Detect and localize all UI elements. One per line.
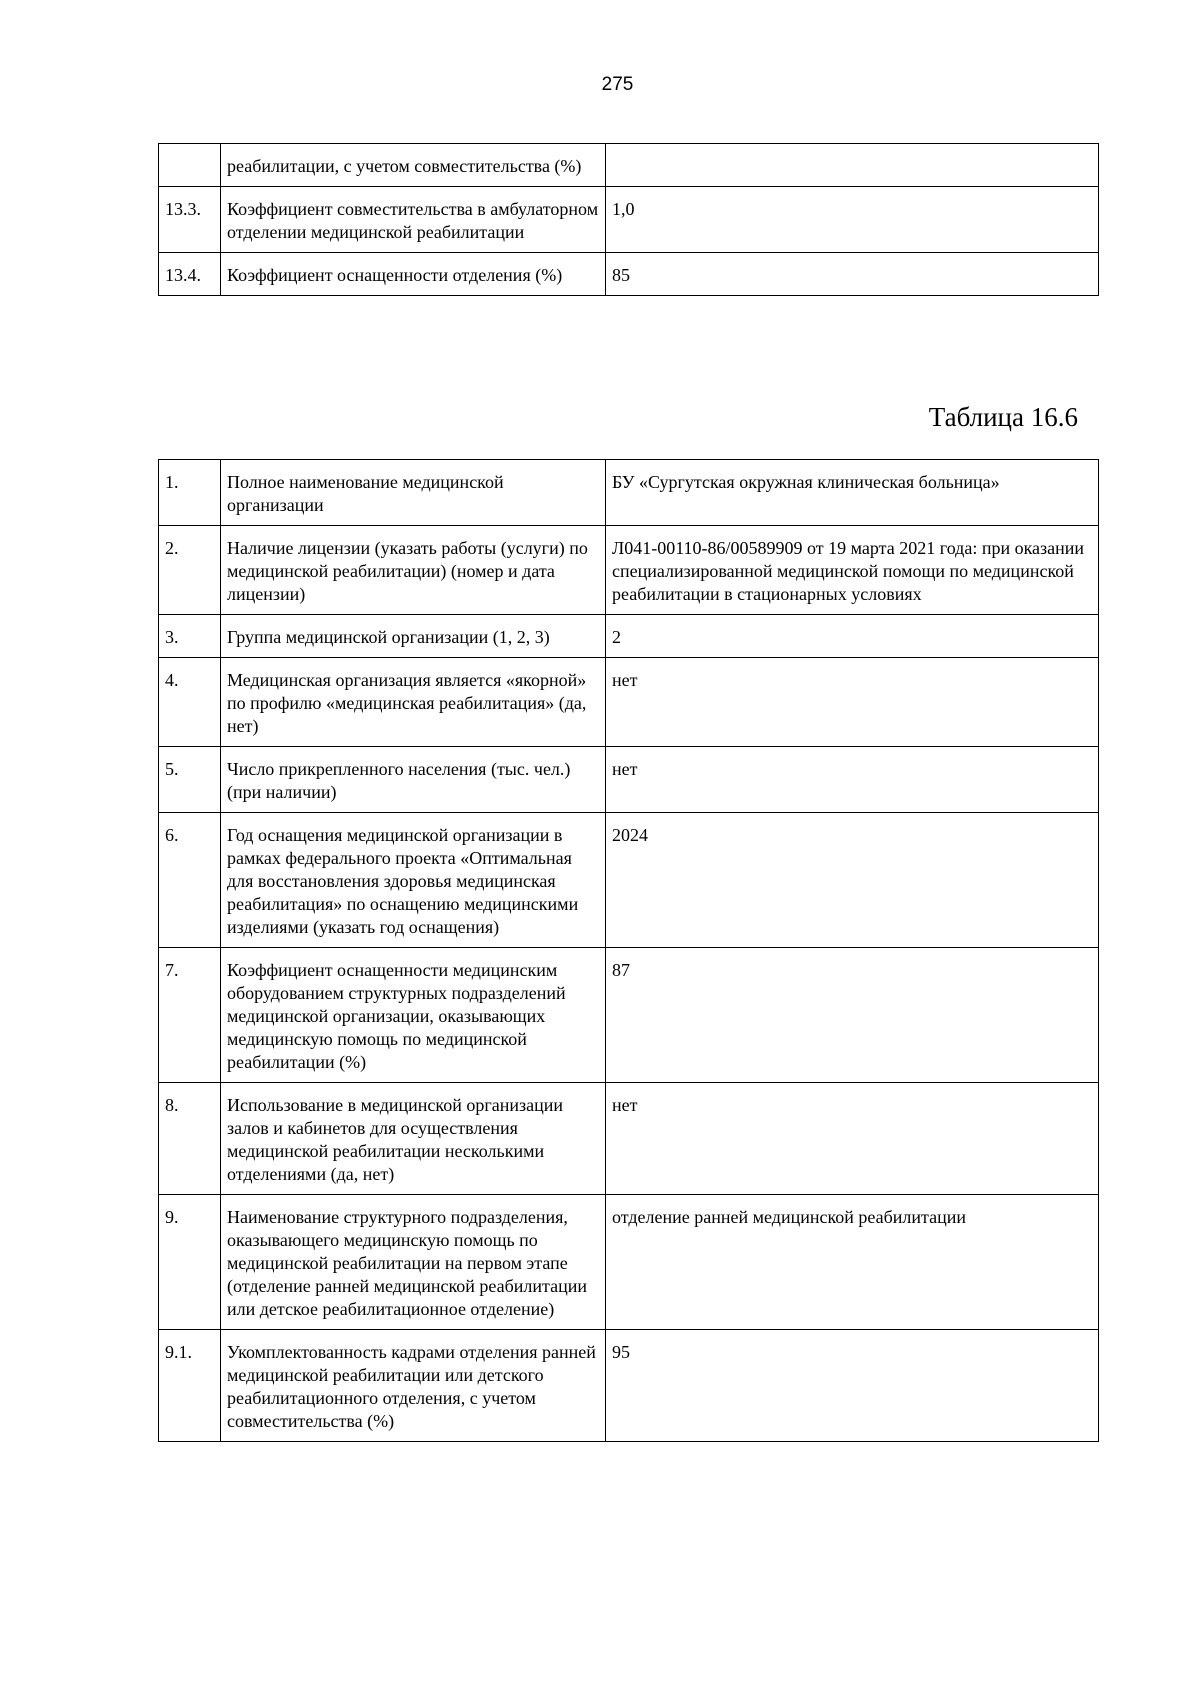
row-number: 1. <box>159 460 221 526</box>
table-row <box>159 615 1099 658</box>
row-number: 8. <box>159 1083 221 1195</box>
row-parameter: Полное наименование медицинской организации <box>221 460 606 526</box>
table-row <box>159 144 1099 187</box>
row-value: 87 <box>606 948 1099 1083</box>
row-value <box>606 144 1099 187</box>
main-table-body <box>159 460 1099 1442</box>
row-value: нет <box>606 1083 1099 1195</box>
row-value: 2024 <box>606 813 1099 948</box>
table-row <box>159 1083 1099 1195</box>
row-parameter: Использование в медицинской организации залов и кабинетов для осуществления медицинской реабилитации несколькими отделениями (да, нет) <box>221 1083 606 1195</box>
row-parameter: Группа медицинской организации (1, 2, 3) <box>221 615 606 658</box>
row-value: 95 <box>606 1330 1099 1442</box>
row-value: БУ «Сургутская окружная клиническая больница» <box>606 460 1099 526</box>
table-row <box>159 948 1099 1083</box>
row-value: отделение ранней медицинской реабилитации <box>606 1195 1099 1330</box>
row-number: 2. <box>159 526 221 615</box>
row-number: 5. <box>159 747 221 813</box>
row-value: Л041-00110-86/00589909 от 19 марта 2021 года: при оказании специализированной медицинской помощи по медицинской реабилитации в стационарных условиях <box>606 526 1099 615</box>
row-number: 13.3. <box>159 187 221 253</box>
main-table <box>158 459 1099 1442</box>
row-parameter: Число прикрепленного населения (тыс. чел.) (при наличии) <box>221 747 606 813</box>
row-number: 13.4. <box>159 253 221 296</box>
table-row <box>159 460 1099 526</box>
table-row <box>159 813 1099 948</box>
table-row <box>159 526 1099 615</box>
row-number: 6. <box>159 813 221 948</box>
row-number: 4. <box>159 658 221 747</box>
table-row <box>159 1330 1099 1442</box>
table-row <box>159 253 1099 296</box>
row-parameter: Коэффициент оснащенности медицинским оборудованием структурных подразделений медицинской организации, оказывающих медицинскую помощь по медицинской реабилитации (%) <box>221 948 606 1083</box>
row-parameter: Коэффициент оснащенности отделения (%) <box>221 253 606 296</box>
row-number: 9.1. <box>159 1330 221 1442</box>
row-value: нет <box>606 658 1099 747</box>
row-value: нет <box>606 747 1099 813</box>
row-number: 9. <box>159 1195 221 1330</box>
row-number: 3. <box>159 615 221 658</box>
table-row <box>159 747 1099 813</box>
row-number <box>159 144 221 187</box>
table-row <box>159 658 1099 747</box>
row-parameter: Коэффициент совместительства в амбулаторном отделении медицинской реабилитации <box>221 187 606 253</box>
row-value: 85 <box>606 253 1099 296</box>
row-parameter: Укомплектованность кадрами отделения ранней медицинской реабилитации или детского реабилитационного отделения, с учетом совместительства (%) <box>221 1330 606 1442</box>
continuation-table <box>158 143 1099 296</box>
row-value: 1,0 <box>606 187 1099 253</box>
row-parameter: реабилитации, с учетом совместительства (%) <box>221 144 606 187</box>
continuation-table-body <box>159 144 1099 296</box>
table-caption: Таблица 16.6 <box>928 402 1078 432</box>
row-parameter: Наличие лицензии (указать работы (услуги) по медицинской реабилитации) (номер и дата лицензии) <box>221 526 606 615</box>
row-parameter: Медицинская организация является «якорной» по профилю «медицинская реабилитация» (да, нет) <box>221 658 606 747</box>
row-value: 2 <box>606 615 1099 658</box>
row-number: 7. <box>159 948 221 1083</box>
row-parameter: Наименование структурного подразделения, оказывающего медицинскую помощь по медицинской реабилитации на первом этапе (отделение ранней медицинской реабилитации или детское реабилитационное отделение) <box>221 1195 606 1330</box>
table-row <box>159 1195 1099 1330</box>
table-row <box>159 187 1099 253</box>
row-parameter: Год оснащения медицинской организации в рамках федерального проекта «Оптимальная для восстановления здоровья медицинская реабилитация» по оснащению медицинскими изделиями (указать год оснащения) <box>221 813 606 948</box>
page-number: 275 <box>601 74 634 95</box>
